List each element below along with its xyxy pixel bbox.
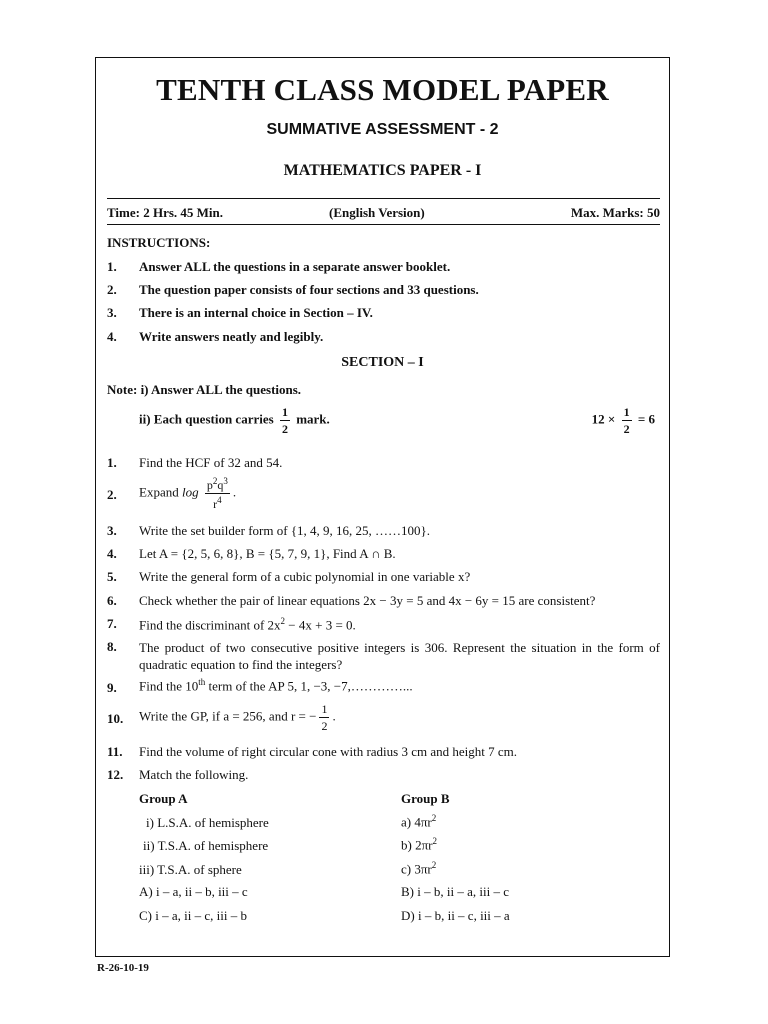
period: . xyxy=(232,484,237,500)
log-text: log xyxy=(181,484,199,500)
divider-top xyxy=(107,198,660,199)
text-post: . xyxy=(332,708,336,724)
note-text-post: mark. xyxy=(296,411,330,427)
b-text: c) 3πr xyxy=(401,861,432,877)
instruction-number: 3. xyxy=(107,305,117,320)
question-text xyxy=(139,477,236,510)
question-number: 1. xyxy=(107,455,117,470)
exponent: 2 xyxy=(431,813,437,823)
b-text: b) 2πr xyxy=(401,837,433,853)
question-text xyxy=(139,677,413,694)
question-text: Check whether the pair of linear equations 2x − 3y = 5 and 4x − 6y = 15 are consistent? xyxy=(139,593,596,608)
var-p: p xyxy=(206,478,213,492)
answer-option-d: D) i – b, ii – c, iii – a xyxy=(401,908,510,923)
question-number: 2. xyxy=(107,487,117,502)
instruction-number: 4. xyxy=(107,329,117,344)
section-marks xyxy=(592,406,655,435)
question-number: 8. xyxy=(107,639,117,654)
instruction-text: There is an internal choice in Section – IV. xyxy=(139,305,373,320)
marks-post: = 6 xyxy=(637,411,655,427)
fraction-numerator: 1 xyxy=(281,405,288,419)
group-a-item: ii) T.S.A. of hemisphere xyxy=(143,838,269,853)
page-title: TENTH CLASS MODEL PAPER xyxy=(156,72,609,107)
section-heading: SECTION – I xyxy=(341,355,424,370)
question-number: 3. xyxy=(107,523,117,538)
group-a-item: iii) T.S.A. of sphere xyxy=(139,862,242,877)
question-text: Find the HCF of 32 and 54. xyxy=(139,455,283,470)
exponent: 2 xyxy=(431,860,437,870)
var-q: q xyxy=(217,478,224,492)
text-pre: Write the GP, if a = 256, and r = − xyxy=(139,708,317,724)
ratio-fraction xyxy=(319,703,329,732)
answer-option-b: B) i – b, ii – a, iii – c xyxy=(401,884,509,899)
divider-bottom xyxy=(107,224,660,225)
marks-pre: 12 × xyxy=(591,411,616,427)
question-number: 4. xyxy=(107,546,117,561)
fraction-denominator xyxy=(205,494,230,510)
question-text: Write the set builder form of {1, 4, 9, 16, 25, ……100}. xyxy=(139,523,431,538)
question-text xyxy=(139,616,356,633)
fraction-numerator: 1 xyxy=(623,405,630,419)
instructions-heading: INSTRUCTIONS: xyxy=(107,235,211,250)
exp-p: 2 xyxy=(212,476,218,486)
exponent: 2 xyxy=(280,616,286,626)
text-pre: Find the discriminant of 2x xyxy=(139,617,281,633)
note-text: ii) Each question carries xyxy=(139,411,274,427)
footer-code: R-26-10-19 xyxy=(97,962,149,974)
instruction-text: Answer ALL the questions in a separate answer booklet. xyxy=(139,259,451,274)
text-post: − 4x + 3 = 0. xyxy=(285,617,356,633)
fraction-numerator xyxy=(205,477,230,494)
note-answer-all: Note: i) Answer ALL the questions. xyxy=(107,382,302,397)
question-number: 12. xyxy=(107,767,124,782)
var-r: r xyxy=(213,497,218,511)
fraction-denominator: 2 xyxy=(281,422,288,436)
note-each-question xyxy=(139,406,330,435)
group-a-item: i) L.S.A. of hemisphere xyxy=(146,815,269,830)
group-b-item xyxy=(401,836,437,853)
question-number: 6. xyxy=(107,593,117,608)
instruction-number: 1. xyxy=(107,259,117,274)
question-text: The product of two consecutive positive integers is 306. Represent the situation in the form of quadratic equation to find the integers? xyxy=(139,640,660,672)
expand-label: Expand xyxy=(139,484,179,500)
answer-option-c: C) i – a, ii – c, iii – b xyxy=(139,908,247,923)
marks-fraction xyxy=(622,406,632,435)
instruction-text: Write answers neatly and legibly. xyxy=(139,329,324,344)
log-fraction xyxy=(205,477,230,510)
group-b-heading: Group B xyxy=(401,791,450,806)
half-fraction xyxy=(280,406,290,435)
text-post: term of the AP 5, 1, −3, −7,…………... xyxy=(205,678,413,694)
question-number: 11. xyxy=(107,744,123,759)
text-pre: Find the 10 xyxy=(139,678,199,694)
time-label: Time: 2 Hrs. 45 Min. xyxy=(107,205,224,220)
question-number: 9. xyxy=(107,680,117,695)
page-subtitle: SUMMATIVE ASSESSMENT - 2 xyxy=(266,121,499,138)
group-b-item xyxy=(401,813,436,830)
question-text: Match the following. xyxy=(139,767,249,782)
max-marks-label: Max. Marks: 50 xyxy=(570,205,660,220)
question-number: 7. xyxy=(107,616,117,631)
question-number: 10. xyxy=(107,711,124,726)
group-a-heading: Group A xyxy=(139,791,188,806)
paper-name: MATHEMATICS PAPER - I xyxy=(283,162,482,179)
fraction-numerator: 1 xyxy=(321,702,328,716)
question-number: 5. xyxy=(107,569,117,584)
instruction-text: The question paper consists of four sections and 33 questions. xyxy=(139,282,479,297)
instruction-number: 2. xyxy=(107,282,117,297)
question-text: Let A = {2, 5, 6, 8}, B = {5, 7, 9, 1}, Find A ∩ B. xyxy=(139,546,396,561)
fraction-denominator: 2 xyxy=(321,719,328,733)
b-text: a) 4πr xyxy=(401,814,432,830)
exponent: 2 xyxy=(432,836,437,846)
exp-r: 4 xyxy=(217,495,222,505)
version-label: (English Version) xyxy=(329,205,425,220)
exponent: th xyxy=(198,677,206,687)
question-text: Write the general form of a cubic polynomial in one variable x? xyxy=(139,569,471,584)
exp-q: 3 xyxy=(223,476,228,486)
answer-option-a: A) i – a, ii – b, iii – c xyxy=(139,884,248,899)
question-text: Find the volume of right circular cone with radius 3 cm and height 7 cm. xyxy=(139,744,517,759)
group-b-item xyxy=(401,860,436,877)
question-text xyxy=(139,703,336,732)
fraction-denominator: 2 xyxy=(623,422,630,436)
